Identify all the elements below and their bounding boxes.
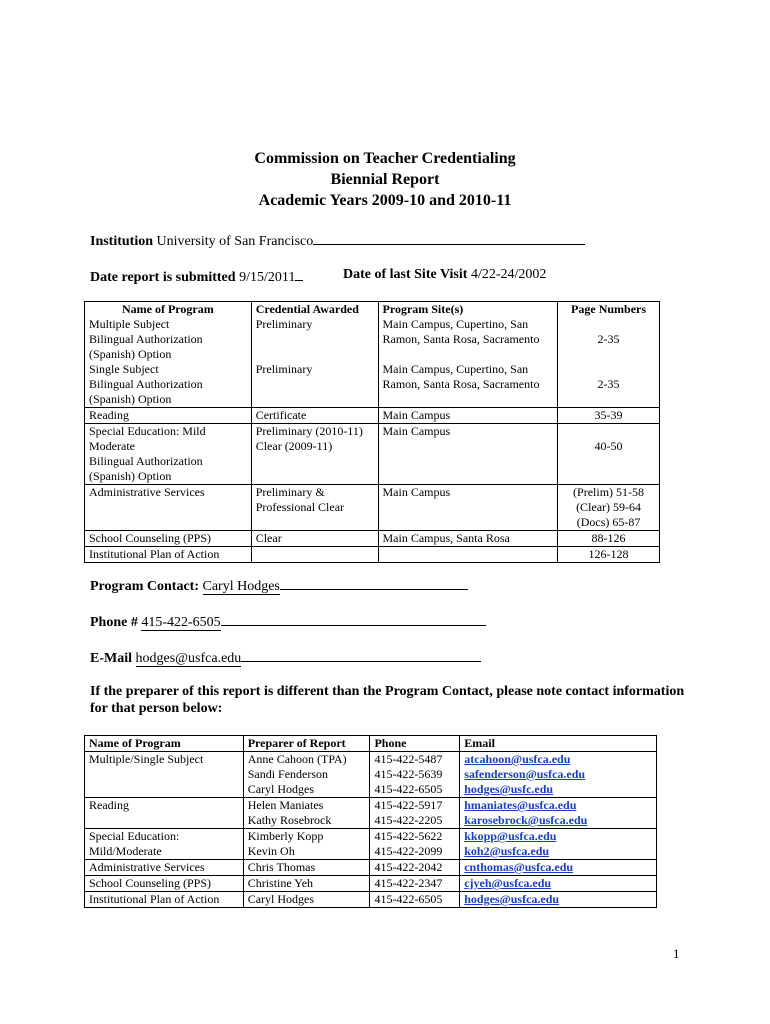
email-link[interactable]: atcahoon@usfca.edu bbox=[464, 752, 571, 766]
table-row bbox=[85, 547, 660, 563]
table-row bbox=[85, 424, 660, 485]
report-academic-years: Academic Years 2009-10 and 2010-11 bbox=[258, 192, 512, 209]
report-title: Commission on Teacher Credentialing bbox=[254, 150, 516, 167]
program-pages: 126-128 bbox=[558, 547, 660, 563]
program-credential: Clear bbox=[251, 531, 378, 547]
phone-label: Phone # bbox=[90, 615, 138, 630]
table-row bbox=[85, 860, 657, 876]
email-link[interactable]: koh2@usfca.edu bbox=[464, 844, 550, 858]
preparer-phone: 415-422-2347 bbox=[370, 876, 460, 892]
preparers-table bbox=[84, 735, 657, 908]
program-site: Main Campus, Cupertino, San Ramon, Santa Rosa, Sacramento bbox=[378, 362, 558, 408]
date-submitted-label: Date report is submitted bbox=[90, 270, 236, 285]
program-site: Main Campus, Santa Rosa bbox=[378, 531, 558, 547]
program-pages: 88-126 bbox=[558, 531, 660, 547]
date-submitted-value: 9/15/2011 bbox=[239, 270, 296, 285]
program-credential: Certificate bbox=[251, 408, 378, 424]
preparers-header-row bbox=[85, 736, 657, 752]
preparer-program: School Counseling (PPS) bbox=[85, 876, 244, 892]
last-visit-label: Date of last Site Visit bbox=[343, 267, 468, 282]
email-link[interactable]: hmaniates@usfca.edu bbox=[464, 798, 577, 812]
table-row bbox=[85, 317, 660, 362]
preparer-emails bbox=[460, 860, 657, 876]
preparer-emails bbox=[460, 798, 657, 829]
preparer-emails bbox=[460, 829, 657, 860]
email-link[interactable]: cjyeh@usfca.edu bbox=[464, 876, 552, 890]
col-header-program: Name of Program bbox=[85, 736, 244, 752]
email-link[interactable]: cnthomas@usfca.edu bbox=[464, 860, 574, 874]
institution-field bbox=[90, 231, 585, 250]
preparer-phone: 415-422-5487 415-422-5639 415-422-6505 bbox=[370, 752, 460, 798]
preparer-program: Institutional Plan of Action bbox=[85, 892, 244, 908]
program-site: Main Campus bbox=[378, 485, 558, 531]
email-link[interactable]: safenderson@usfca.edu bbox=[464, 767, 586, 781]
email-link[interactable]: kkopp@usfca.edu bbox=[464, 829, 557, 843]
institution-underline bbox=[313, 231, 585, 245]
table-row bbox=[85, 892, 657, 908]
program-pages: (Prelim) 51-58 (Clear) 59-64 (Docs) 65-87 bbox=[558, 485, 660, 531]
email-value: hodges@usfca.edu bbox=[135, 651, 242, 666]
program-name: Special Education: Mild Moderate Bilingual Authorization (Spanish) Option bbox=[85, 424, 252, 485]
col-header-site: Program Site(s) bbox=[378, 302, 558, 318]
program-site: Main Campus, Cupertino, San Ramon, Santa Rosa, Sacramento bbox=[378, 317, 558, 362]
program-contact-value: Caryl Hodges bbox=[202, 579, 280, 594]
report-subtitle: Biennial Report bbox=[330, 171, 440, 188]
table-row bbox=[85, 485, 660, 531]
preparer-emails bbox=[460, 892, 657, 908]
last-visit-value: 4/22-24/2002 bbox=[470, 267, 547, 282]
email-field bbox=[90, 648, 481, 667]
preparer-name: Helen Maniates Kathy Rosebrock bbox=[243, 798, 370, 829]
preparer-name: Christine Yeh bbox=[243, 876, 370, 892]
date-submitted-field bbox=[90, 267, 303, 286]
program-pages: 40-50 bbox=[558, 424, 660, 485]
email-underline bbox=[241, 648, 481, 662]
preparer-phone: 415-422-6505 bbox=[370, 892, 460, 908]
preparer-phone: 415-422-2042 bbox=[370, 860, 460, 876]
last-visit-field bbox=[343, 267, 546, 283]
email-link[interactable]: hodges@usfca.edu bbox=[464, 892, 560, 906]
program-credential: Preliminary (2010-11) Clear (2009-11) bbox=[251, 424, 378, 485]
program-pages: 2-35 bbox=[558, 362, 660, 408]
col-header-pages: Page Numbers bbox=[558, 302, 660, 318]
program-pages: 2-35 bbox=[558, 317, 660, 362]
program-credential: Preliminary bbox=[251, 362, 378, 408]
preparer-name: Kimberly Kopp Kevin Oh bbox=[243, 829, 370, 860]
programs-header-row bbox=[85, 302, 660, 318]
program-name: Reading bbox=[85, 408, 252, 424]
preparer-program: Administrative Services bbox=[85, 860, 244, 876]
program-credential: Preliminary & Professional Clear bbox=[251, 485, 378, 531]
email-link[interactable]: hodges@usfc.edu bbox=[464, 782, 554, 796]
institution-value: University of San Francisco bbox=[156, 234, 314, 249]
program-credential: Preliminary bbox=[251, 317, 378, 362]
institution-label: Institution bbox=[90, 234, 154, 249]
phone-value: 415-422-6505 bbox=[141, 615, 221, 630]
col-header-program: Name of Program bbox=[85, 302, 252, 318]
col-header-phone: Phone bbox=[370, 736, 460, 752]
program-name: Multiple Subject Bilingual Authorization (Spanish) Option bbox=[85, 317, 252, 362]
email-label: E-Mail bbox=[90, 651, 132, 666]
preparer-phone: 415-422-5622 415-422-2099 bbox=[370, 829, 460, 860]
programs-table bbox=[84, 301, 660, 563]
program-site: Main Campus bbox=[378, 424, 558, 485]
program-contact-label: Program Contact: bbox=[90, 579, 199, 594]
table-row bbox=[85, 408, 660, 424]
table-row bbox=[85, 876, 657, 892]
program-credential bbox=[251, 547, 378, 563]
program-pages: 35-39 bbox=[558, 408, 660, 424]
table-row bbox=[85, 752, 657, 798]
table-row bbox=[85, 798, 657, 829]
preparer-name: Caryl Hodges bbox=[243, 892, 370, 908]
email-link[interactable]: karosebrock@usfca.edu bbox=[464, 813, 588, 827]
page-number: 1 bbox=[673, 946, 680, 961]
preparer-emails bbox=[460, 752, 657, 798]
program-name: School Counseling (PPS) bbox=[85, 531, 252, 547]
table-row bbox=[85, 362, 660, 408]
preparer-emails bbox=[460, 876, 657, 892]
program-name: Institutional Plan of Action bbox=[85, 547, 252, 563]
table-row bbox=[85, 531, 660, 547]
table-row bbox=[85, 829, 657, 860]
preparer-name: Anne Cahoon (TPA) Sandi Fenderson Caryl Hodges bbox=[243, 752, 370, 798]
col-header-email: Email bbox=[460, 736, 657, 752]
preparer-name: Chris Thomas bbox=[243, 860, 370, 876]
preparer-note: If the preparer of this report is different than the Program Contact, please note contact information for that person below: bbox=[90, 684, 685, 716]
date-submitted-underline bbox=[295, 267, 303, 281]
preparer-program: Special Education: Mild/Moderate bbox=[85, 829, 244, 860]
phone-field bbox=[90, 612, 486, 631]
program-site bbox=[378, 547, 558, 563]
preparer-program: Reading bbox=[85, 798, 244, 829]
program-site: Main Campus bbox=[378, 408, 558, 424]
preparer-program: Multiple/Single Subject bbox=[85, 752, 244, 798]
program-contact-underline bbox=[280, 576, 468, 590]
preparer-phone: 415-422-5917 415-422-2205 bbox=[370, 798, 460, 829]
program-name: Single Subject Bilingual Authorization (Spanish) Option bbox=[85, 362, 252, 408]
col-header-preparer: Preparer of Report bbox=[243, 736, 370, 752]
program-contact-field bbox=[90, 576, 468, 595]
phone-underline bbox=[221, 612, 486, 626]
col-header-credential: Credential Awarded bbox=[251, 302, 378, 318]
program-name: Administrative Services bbox=[85, 485, 252, 531]
